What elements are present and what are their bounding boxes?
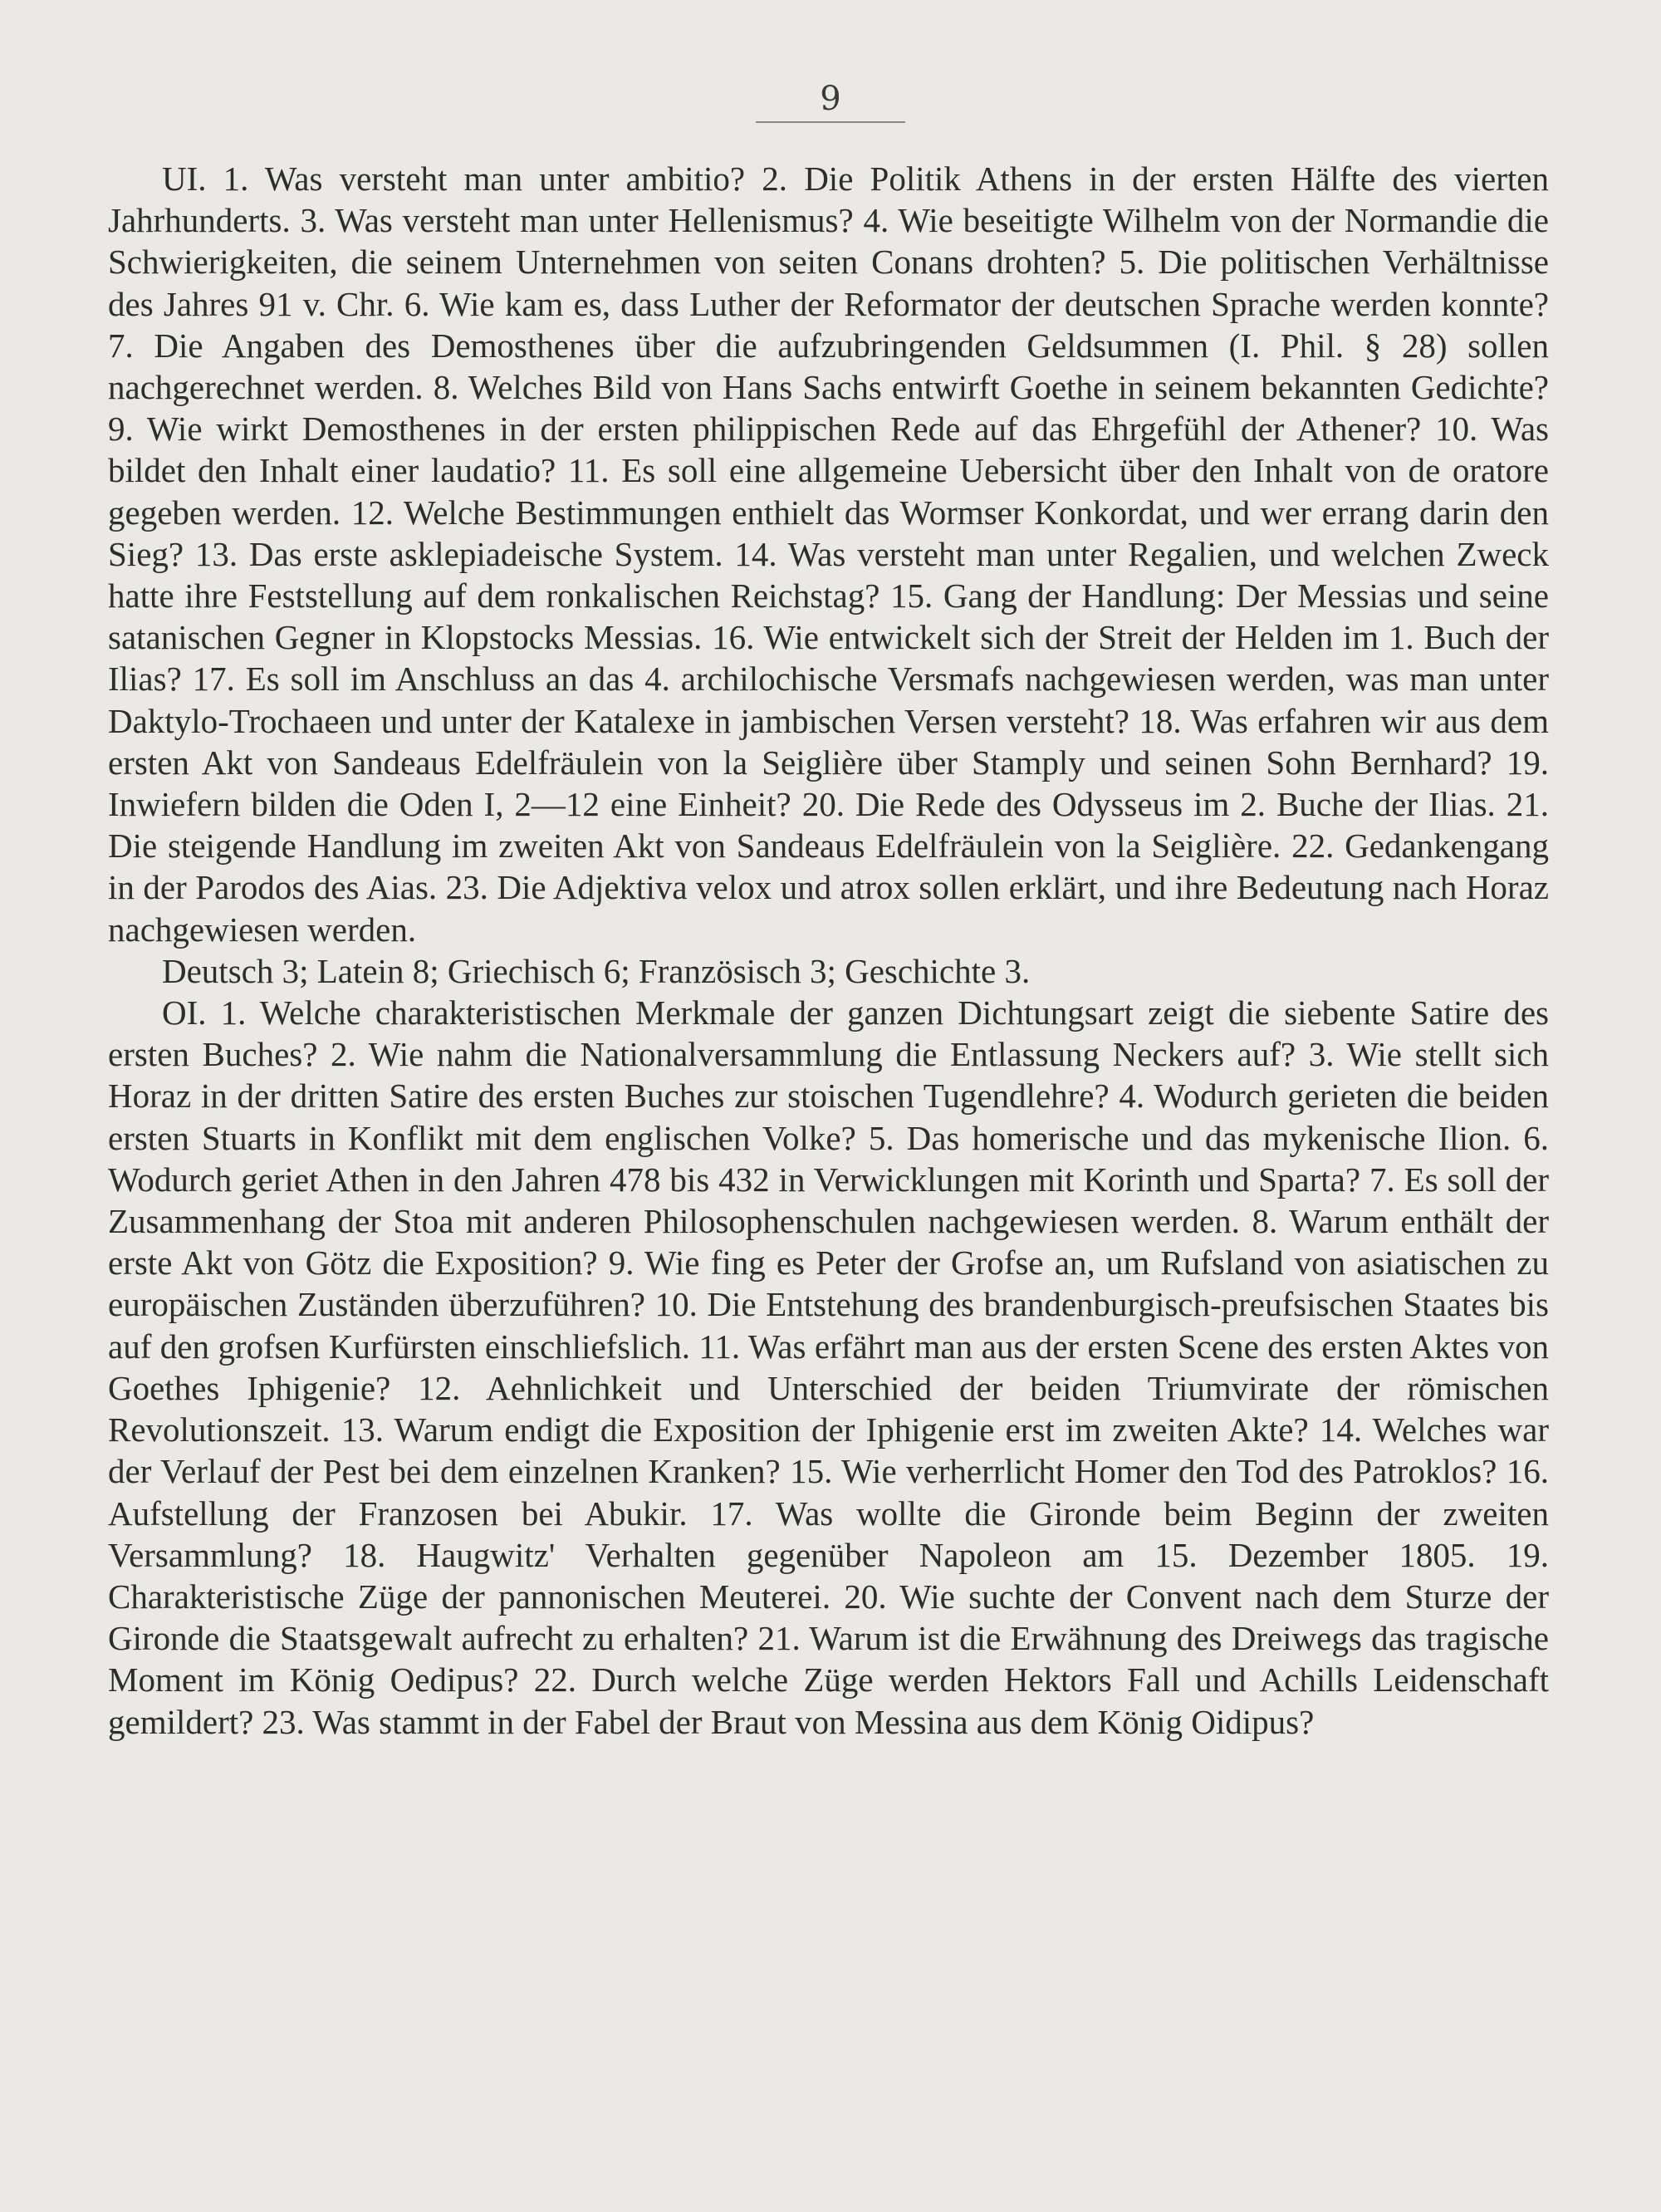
document-body: [108, 158, 1549, 1743]
paragraph-oberprima-topics: OI. 1. Welche charakteristischen Merkmale der ganzen Dichtungsart zeigt die siebente Satire des ersten Buches? 2. Wie nahm die Nationalversammlung die Entlassung Neckers auf? 3. Wie stellt sich Horaz in der dritten Satire des ersten Buches zur stoischen Tugendlehre? 4. Wodurch gerieten die beiden ersten Stuarts in Konflikt mit dem englischen Volke? 5. Das homerische und das mykenische Ilion. 6. Wodurch geriet Athen in den Jahren 478 bis 432 in Verwicklungen mit Korinth und Sparta? 7. Es soll der Zusammenhang der Stoa mit anderen Philosophenschulen nachgewiesen werden. 8. Warum enthält der erste Akt von Götz die Exposition? 9. Wie fing es Peter der Grofse an, um Rufsland von asiatischen zu europäischen Zuständen überzuführen? 10. Die Entstehung des brandenburgisch-preufsischen Staates bis auf den grofsen Kurfürsten einschliefslich. 11. Was erfährt man aus der ersten Scene des ersten Aktes von Goethes Iphigenie? 12. Aehnlichkeit und Unterschied der beiden Triumvirate der römischen Revolutionszeit. 13. Warum endigt die Exposition der Iphigenie erst im zweiten Akte? 14. Welches war der Verlauf der Pest bei dem einzelnen Kranken? 15. Wie verherrlicht Homer den Tod des Patroklos? 16. Aufstellung der Franzosen bei Abukir. 17. Was wollte die Gironde beim Beginn der zweiten Versammlung? 18. Haugwitz' Verhalten gegenüber Napoleon am 15. Dezember 1805. 19. Charakteristische Züge der pannonischen Meuterei. 20. Wie suchte der Convent nach dem Sturze der Gironde die Staatsgewalt aufrecht zu erhalten? 21. Warum ist die Erwähnung des Dreiwegs das tragische Moment im König Oedipus? 22. Durch welche Züge werden Hektors Fall und Achills Leidenschaft gemildert? 23. Was stammt in der Fabel der Braut von Messina aus dem König Oidipus?: [108, 993, 1549, 1741]
page-number: 9: [820, 80, 841, 118]
page-number-rule: [756, 121, 905, 123]
paragraph-unterprima-topics: UI. 1. Was versteht man unter ambitio? 2. Die Politik Athens in der ersten Hälfte des vierten Jahrhunderts. 3. Was versteht man unter Hellenismus? 4. Wie beseitigte Wilhelm von der Normandie die Schwierigkeiten, die seinem Unternehmen von seiten Conans drohten? 5. Die politischen Verhältnisse des Jahres 91 v. Chr. 6. Wie kam es, dass Luther der Reformator der deutschen Sprache werden konnte? 7. Die Angaben des Demosthenes über die aufzubringenden Geldsummen (I. Phil. § 28) sollen nachgerechnet werden. 8. Welches Bild von Hans Sachs entwirft Goethe in seinem bekannten Gedichte? 9. Wie wirkt Demosthenes in der ersten philippischen Rede auf das Ehrgefühl der Athener? 10. Was bildet den Inhalt einer laudatio? 11. Es soll eine allgemeine Uebersicht über den Inhalt von de oratore gegeben werden. 12. Welche Bestimmungen enthielt das Wormser Konkordat, und wer errang darin den Sieg? 13. Das erste asklepiadeische System. 14. Was versteht man unter Regalien, und welchen Zweck hatte ihre Feststellung auf dem ronkalischen Reichstag? 15. Gang der Handlung: Der Messias und seine satanischen Gegner in Klopstocks Messias. 16. Wie entwickelt sich der Streit der Helden im 1. Buch der Ilias? 17. Es soll im Anschluss an das 4. archilochische Versmafs nachgewiesen werden, was man unter Daktylo-Trochaeen und unter der Katalexe in jambischen Versen versteht? 18. Was erfahren wir aus dem ersten Akt von Sandeaus Edelfräulein von la Seiglière über Stamply und seinen Sohn Bernhard? 19. Inwiefern bilden die Oden I, 2—12 eine Einheit? 20. Die Rede des Odysseus im 2. Buche der Ilias. 21. Die steigende Handlung im zweiten Akt von Sandeaus Edelfräulein von la Seiglière. 22. Gedankengang in der Parodos des Aias. 23. Die Adjektiva velox und atrox sollen erklärt, und ihre Bedeutung nach Horaz nachgewiesen werden.: [108, 159, 1549, 949]
paragraph-subject-counts: Deutsch 3; Latein 8; Griechisch 6; Französisch 3; Geschichte 3.: [162, 951, 1031, 990]
